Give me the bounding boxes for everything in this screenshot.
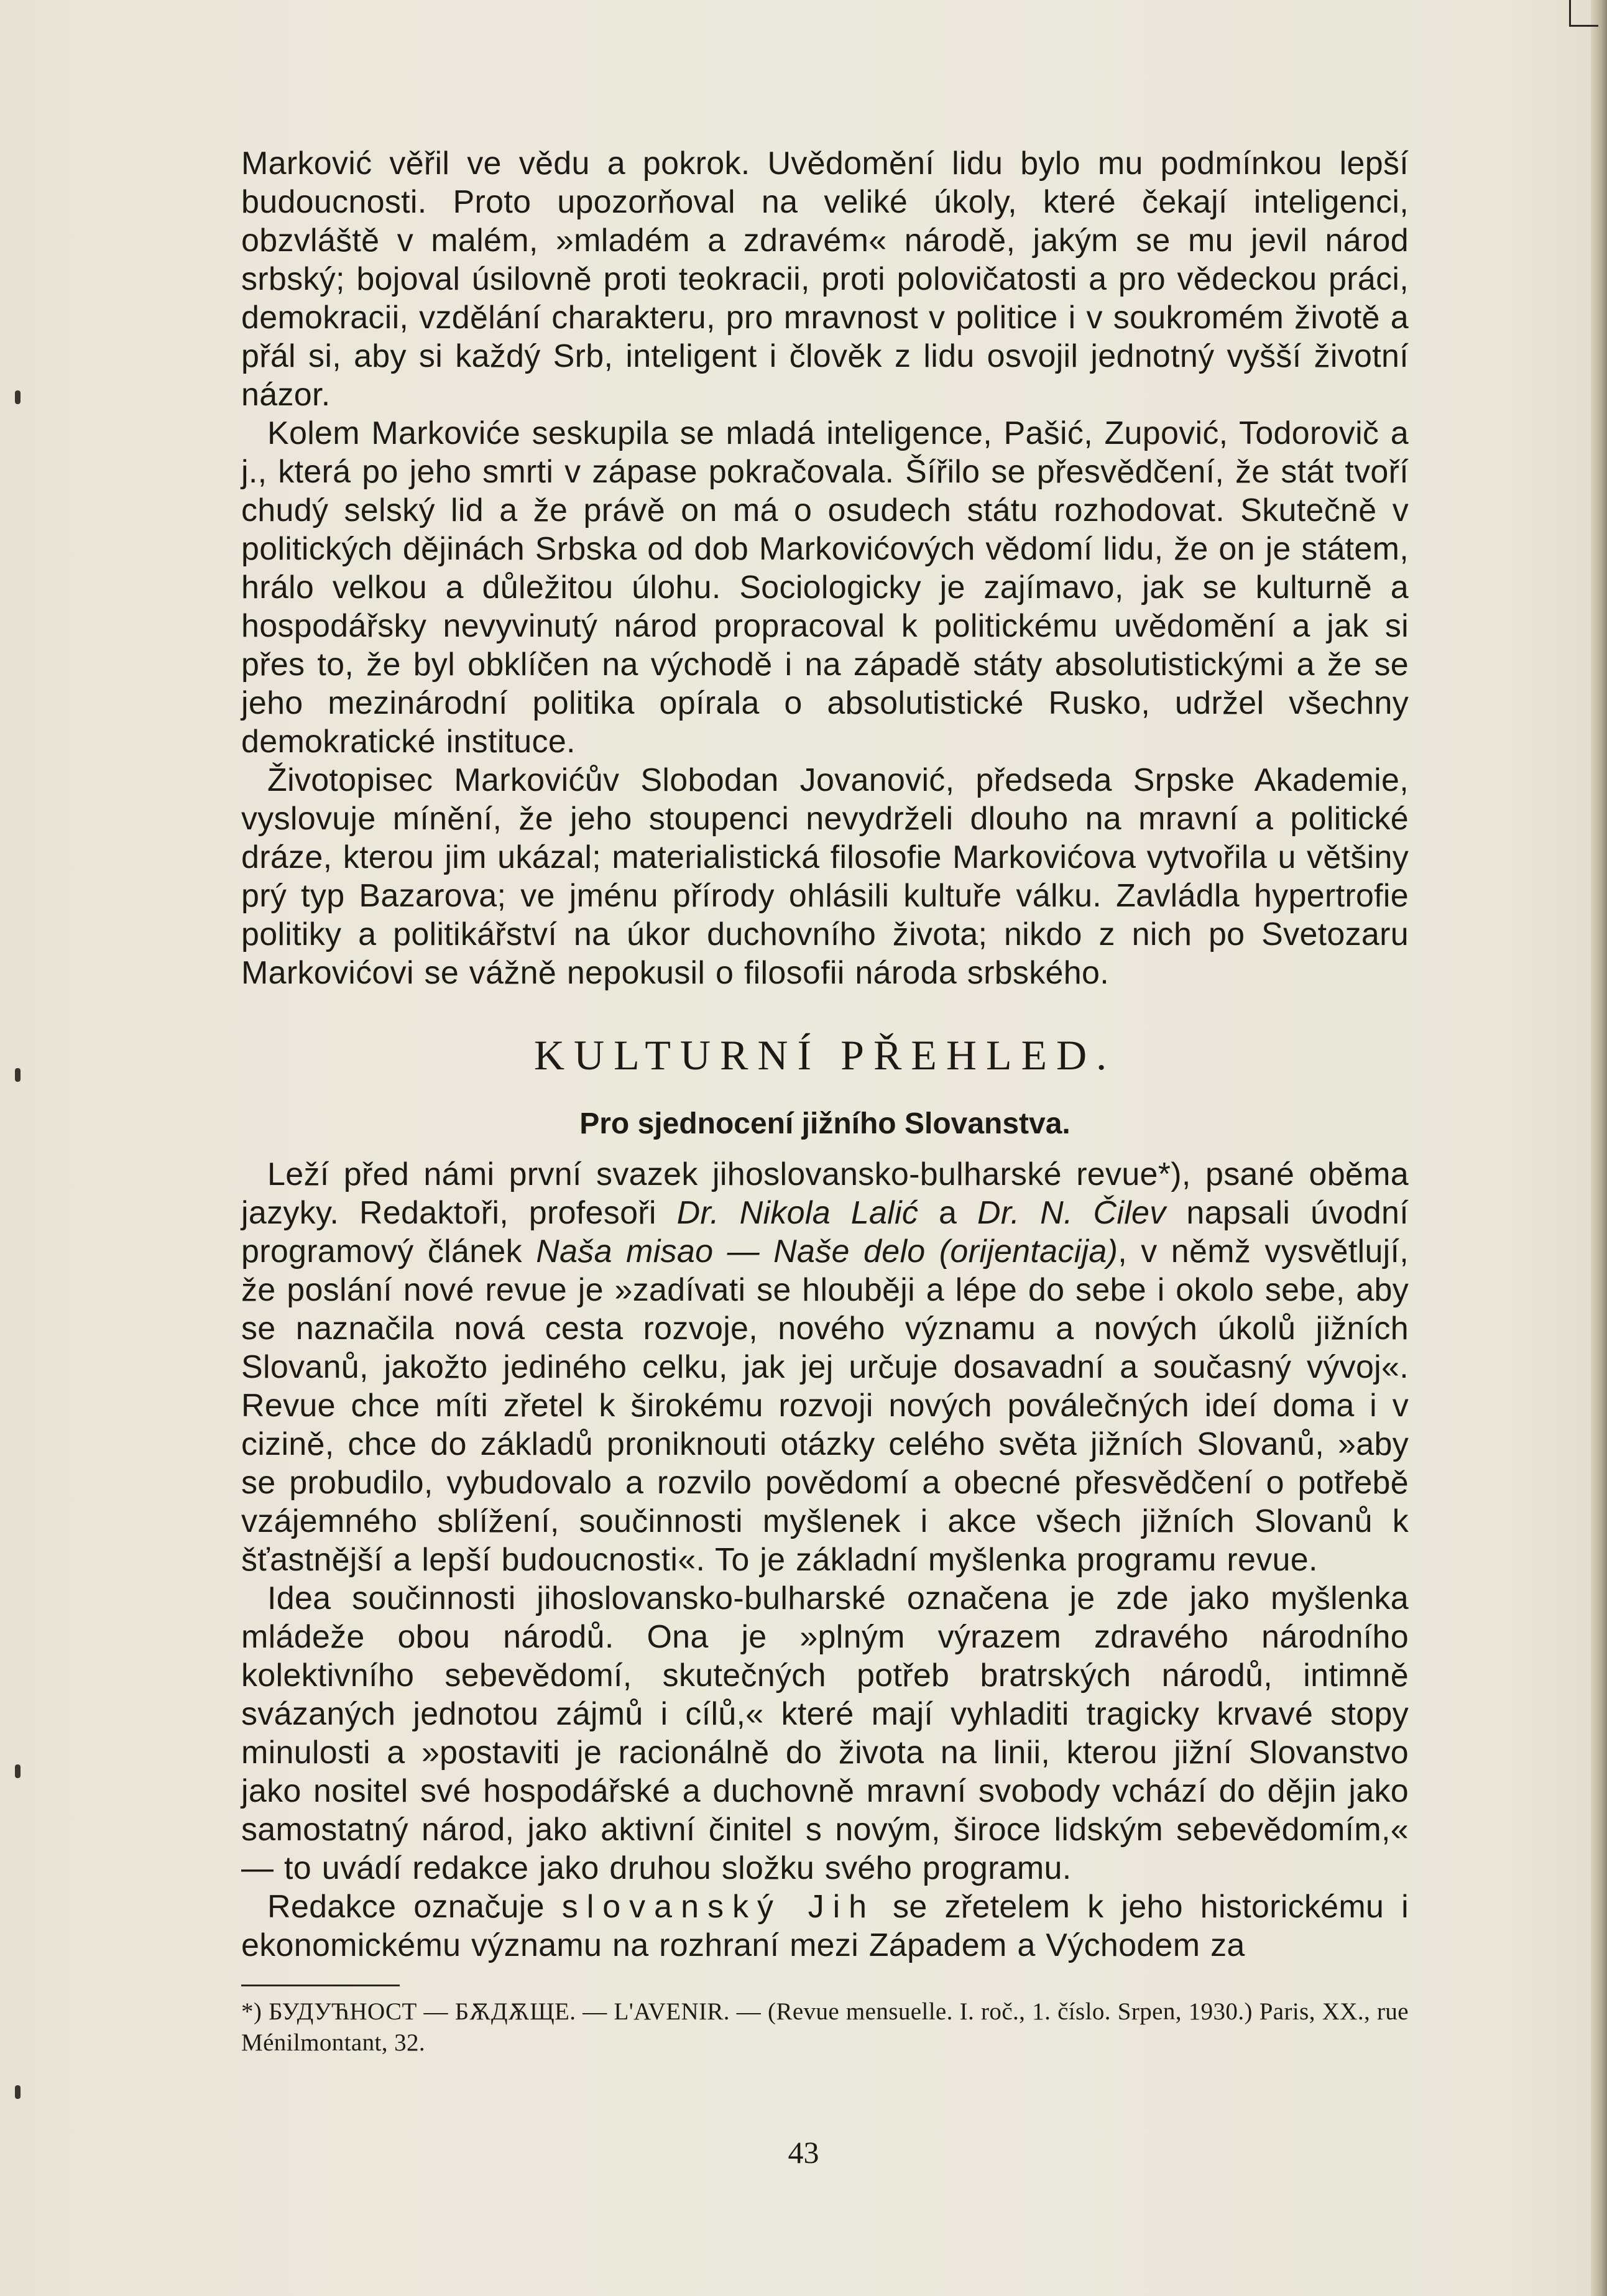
corner-mark [1569,0,1598,27]
editor-name: Dr. Nikola Lalić [676,1195,919,1231]
text-run: napsali úvodní programový článek [241,1195,1409,1270]
paragraph [241,1888,1409,1965]
article-title: Naša misao — Naše delo (orijentacija) [536,1233,1118,1270]
text-run: se zřetelem k jeho historickému i ekonomickému významu na rozhraní mezi Západem a Východem za [241,1889,1409,1963]
paragraph: Životopisec Markovićův Slobodan Jovanović, předseda Srpske Akademie, vyslovuje mínění, že jeho stoupenci nevydrželi dlouho na mravní a politické dráze, kterou jim ukázal; materialistická filosofie Markovićova vytvořila u většiny prý typ Bazarova; ve jménu přírody ohlásili kultuře válku. Zavládla hypertrofie politiky a politikářství na úkor duchovního života; nikdo z nich po Svetozaru Markovićovi se vážně nepokusil o filosofii národa srbského. [241,762,1409,991]
section-heading: KULTURNÍ PŘEHLED. [533,1031,1117,1079]
page-binding-edge [1591,0,1607,2296]
margin-mark [15,2085,21,2099]
text-run: , v němž vysvětlují, že poslání nové revue je »zadívati se hlouběji a lépe do sebe i okolo sebe, aby se naznačila nová cesta rozvoje, nového významu a nových úkolů jižních Slovanů, jakožto jediného celku, jak jej určuje dosavadní a současný vývoj«. Revue chce míti zřetel k širokému rozvoji nových poválečných ideí doma i v cizině, chce do základů proniknouti otázky celého světa jižních Slovanů, »aby se probudilo, vybudovalo a rozvilo povědomí a obecné přesvědčení o potřebě vzájemného sblížení, součinnosti myšlenek i akce všech jižních Slovanů k šťastnější a lepší budoucnosti«. To je základní myšlenka programu revue. [241,1233,1409,1578]
paragraph: Marković věřil ve vědu a pokrok. Uvědomění lidu bylo mu podmínkou lepší budoucnosti. Proto upozorňoval na veliké úkoly, které čekají inteligenci, obzvláště v malém, »mladém a zdravém« národě, jakým se mu jevil národ srbský; bojoval úsilovně proti teokracii, proti polovičatosti a pro vědeckou práci, demokracii, vzdělání charakteru, pro mravnost v politice i v soukromém životě a přál si, aby si každý Srb, inteligent i člověk z lidu osvojil jednotný vyšší životní názor. [241,145,1409,413]
footnote: *) БУДУЋНОСТ — БѪДѪЩЕ. — L'AVENIR. — (Revue mensuelle. I. roč., 1. číslo. Srpen, 1930.) Paris, XX., rue Ménilmontant, 32. [241,1998,1409,2056]
page-number: 43 [788,2135,819,2170]
text-column [241,144,1409,2059]
paragraph: Idea součinnosti jihoslovansko-bulharské označena je zde jako myšlenka mládeže obou národů. Ona je »plným výrazem zdravého národního kolektivního sebevědomí, skutečných potřeb bratrských národů, intimně svázaných jednotou zájmů i cílů,« které mají vyhladiti tragicky krvavé stopy minulosti a »postaviti je racionálně do života na linii, kterou jižní Slovanstvo jako nositel své hospodářské a duchovně mravní svobody vchází do dějin jako samostatný národ, jako aktivní činitel s novým, široce lidským sebevědomím,« — to uvádí redakce jako druhou složku svého programu. [241,1580,1409,1886]
margin-mark [15,1764,21,1778]
editor-name: Dr. N. Čilev [977,1195,1166,1231]
spaced-emphasis: slovanský Jih [561,1889,876,1925]
footnote-rule [241,1985,400,1986]
text-run: Leží před námi první svazek jihoslovansko-bulharské revue*), psané oběma jazyky. Redaktoři, profesoři [241,1156,1409,1231]
margin-mark [15,390,21,404]
article-subheading: Pro sjednocení jižního Slovanstva. [579,1107,1071,1140]
paragraph: Kolem Markoviće seskupila se mladá inteligence, Pašić, Zupović, Todorovič a j., která po jeho smrti v zápase pokračovala. Šířilo se přesvědčení, že stát tvoří chudý selský lid a že právě on má o osudech státu rozhodovat. Skutečně v politických dějinách Srbska od dob Markovićových vědomí lidu, že on je státem, hrálo velkou a důležitou úlohu. Sociologicky je zajímavo, jak se kulturně a hospodářsky nevyvinutý národ propracoval k politickému uvědomění a jak si přes to, že byl obklíčen na východě i na západě státy absolutistickými a že se jeho mezinárodní politika opírala o absolutistické Rusko, udržel všechny demokratické instituce. [241,415,1409,760]
text-run: Redakce označuje [267,1889,562,1925]
text-run: a [918,1195,978,1231]
margin-mark [15,1068,21,1082]
paragraph [241,1155,1409,1579]
